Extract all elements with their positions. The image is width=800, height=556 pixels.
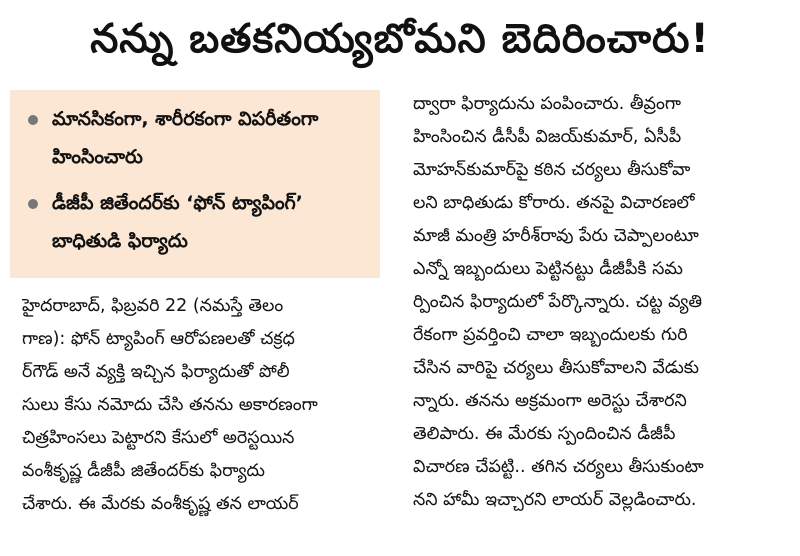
body-line: తెలిపారు. ఈ మేరకు స్పందించిన డీజీపీ [413,424,676,444]
body-line: వంశీకృష్ణ డీజీపీ జితేందర్‌కు ఫిర్యాదు [22,461,265,481]
body-line: నని హామీ ఇచ్చారని లాయర్ వెల్లడించారు. [413,490,697,510]
body-line: ఎన్నో ఇబ్బందులు పెట్టినట్టు డీజీపీకి సమ [413,259,683,279]
body-line: న్నారు. తనను అక్రమంగా అరెస్టు చేశారని [413,391,687,411]
bullet-icon [28,115,38,125]
body-line: రేకంగా ప్రవర్తించి చాలా ఇబ్బందులకు గురి [413,325,688,345]
body-line: చిత్రహింసలు పెట్టారని కేసులో అరెస్టయిన [22,428,295,448]
body-line: మాజీ మంత్రి హరీశ్‌రావు పేరు చెప్పాలంటూ [413,226,699,246]
left-column [22,290,392,521]
body-line: ద్వారా ఫిర్యాదును పంపించారు. తీవ్రంగా [413,94,681,114]
body-line: గాణ): ఫోన్ ట్యాపింగ్ ఆరోపణలతో చక్రధ [22,329,295,349]
body-line: హింసించిన డీసీపీ విజయ్‌కుమార్, ఏసీపీ [413,127,682,147]
bullet-icon [28,199,38,209]
body-line: హైదరాబాద్, ఫిబ్రవరి 22 (నమస్తే తెలం [22,296,284,316]
highlight-item [28,100,366,176]
highlights-box [10,90,380,278]
body-line: సులు కేసు నమోదు చేసి తనను అకారణంగా [22,395,318,415]
body-line: ర్‌గౌడ్ అనే వ్యక్తి ఇచ్చిన ఫిర్యాదుతో పోలీ [22,362,290,382]
headline: నన్ను బతకనియ్యబోమని బెదిరించారు! [90,16,710,62]
body-line: మోహన్‌కుమార్‌పై కఠిన చర్యలు తీసుకోవా [413,160,691,180]
highlight-item [28,184,366,260]
right-column [413,88,788,517]
highlight-text: డీజీపీ జితేందర్‌కు ‘ఫోన్ ట్యాపింగ్’ బాధితుడి ఫిర్యాదు [52,192,303,252]
body-line: చేసిన వారిపై చర్యలు తీసుకోవాలని వేడుకు [413,358,699,378]
body-line: లని బాధితుడు కోరారు. తనపై విచారణలో [413,193,695,213]
body-line: చేశారు. ఈ మేరకు వంశీకృష్ణ తన లాయర్ [22,494,299,514]
body-line: ర్పించిన ఫిర్యాదులో పేర్కొన్నారు. చట్ట వ్యతి [413,292,703,312]
body-line: విచారణ చేపట్టి.. తగిన చర్యలు తీసుకుంటా [413,457,704,477]
highlight-text: మానసికంగా, శారీరకంగా విపరీతంగా హింసించారు [52,108,319,168]
